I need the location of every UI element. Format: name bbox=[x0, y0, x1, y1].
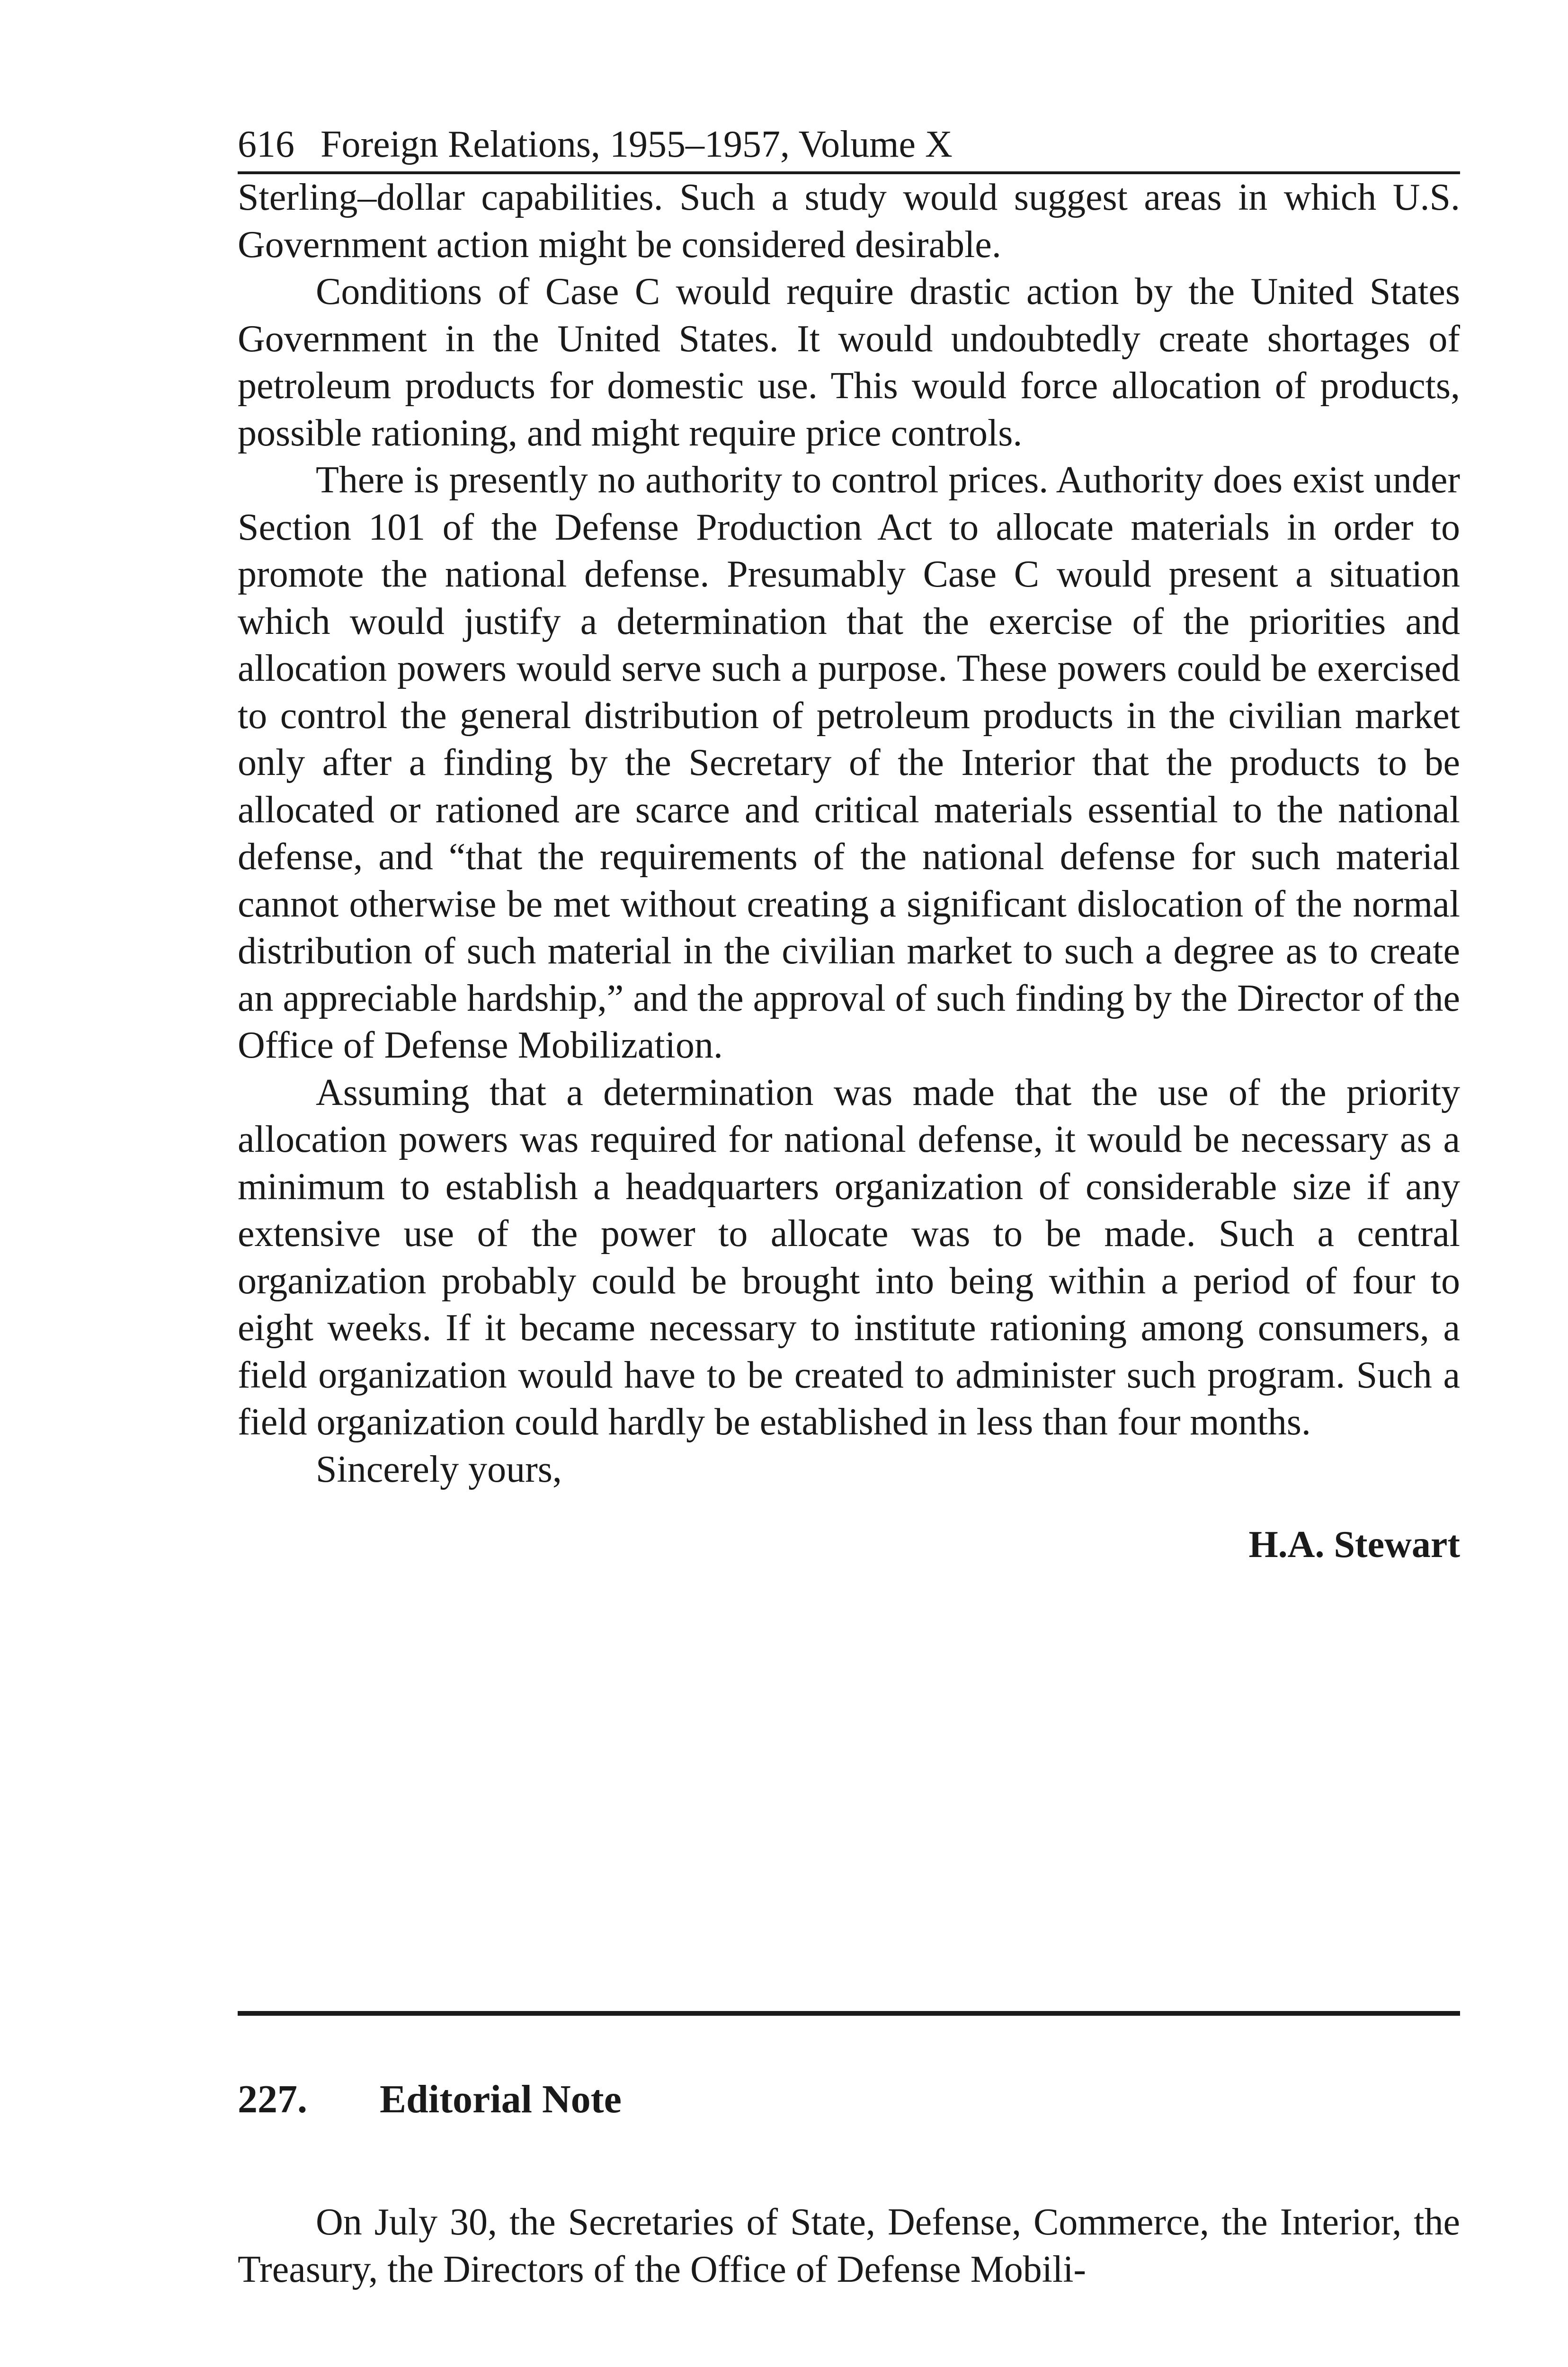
letter-signature: H.A. Stewart bbox=[1248, 1524, 1460, 1566]
letter-closing: Sincerely yours, bbox=[316, 1448, 562, 1490]
editorial-note-body bbox=[238, 2199, 1460, 2293]
running-head bbox=[238, 118, 1460, 174]
letter-paragraph: Conditions of Case C would require drastic action by the United States Government in the United States. It would undoubtedly create shortages of petroleum products for domestic use. This would force allocation of products, possible rationing, and might require price controls. bbox=[238, 271, 1460, 454]
editorial-paragraph: On July 30, the Secretaries of State, Defense, Commerce, the Interior, the Treasury, the Directors of the Office of Defense Mobili- bbox=[238, 2201, 1460, 2290]
document-title: Editorial Note bbox=[380, 2077, 622, 2121]
letter-paragraph: Sterling–dollar capabilities. Such a study would suggest areas in which U.S. Government action might be considered desirable. bbox=[238, 177, 1460, 266]
letter-body bbox=[238, 174, 1460, 1446]
letter-paragraph: There is presently no authority to control prices. Authority does exist under Section 101 of the Defense Production Act to allocate materials in order to promote the national defense. Presumably Case C would present a situation which would justify a determination that the exercise of the priorities and allocation powers would serve such a purpose. These powers could be exercised to control the general distribution of petroleum products in the civilian market only after a finding by the Secretary of the Interior that the products to be allocated or rationed are scarce and critical materials essential to the national defense, and “that the requirements of the national defense for such material cannot otherwise be met without creating a significant dislocation of the normal distribution of such material in the civilian market to such a degree as to create an appreciable hardship,” and the approval of such finding by the Director of the Office of Defense Mobilization. bbox=[238, 459, 1460, 1066]
page-number: 616 bbox=[238, 124, 294, 165]
document-number: 227. bbox=[238, 2077, 307, 2121]
letter-paragraph: Assuming that a determination was made that the use of the priority allocation powers was required for national defense, it would be necessary as a minimum to establish a headquarters organization of considerable size if any extensive use of the power to allocate was to be made. Such a central organization probably could be brought into being within a period of four to eight weeks. If it became necessary to institute rationing among consumers, a field organization would have to be created to administer such program. Such a field organization could hardly be established in less than four months. bbox=[238, 1071, 1460, 1443]
section-divider bbox=[238, 2011, 1460, 2016]
page bbox=[238, 118, 1460, 1569]
document-heading bbox=[238, 2073, 622, 2126]
running-title: Foreign Relations, 1955–1957, Volume X bbox=[321, 124, 953, 165]
